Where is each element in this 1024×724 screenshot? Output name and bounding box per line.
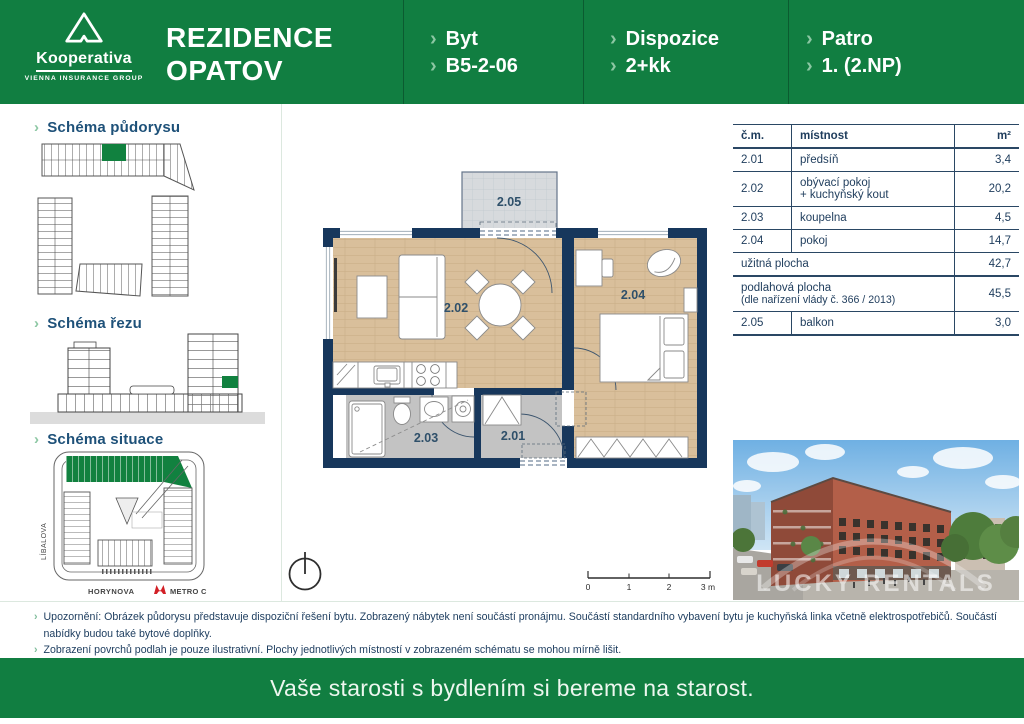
metro-label: METRO C [170, 587, 207, 596]
bedroom-wardrobe [576, 437, 688, 458]
layout-value: 2+kk [625, 55, 671, 77]
disclaimer-line2: Zobrazení povrchů podlah je pouze ilustrativní. Plochy jednotlivých místností v zobrazeném schématu se mohou mírně lišit. [43, 644, 622, 656]
watermark: LUCKY RENTALS [756, 570, 996, 597]
hall-wardrobe [483, 395, 521, 425]
chevron-icon: › [610, 28, 617, 50]
scale-tick-1: 1 [626, 582, 632, 592]
heading-floorplan-schema: › Schéma půdorysu [34, 119, 181, 136]
content-divider [0, 601, 1024, 602]
chevron-icon: › [806, 28, 813, 50]
table-row: 2.05 balkon 3,0 [733, 312, 1019, 336]
table-row: 2.01 předsíň 3,4 [733, 148, 1019, 172]
room-label-living: 2.02 [443, 301, 469, 315]
building-photo [733, 440, 1019, 600]
metro-icon [154, 585, 166, 594]
unit-label: Byt [445, 28, 478, 50]
field-floor [806, 26, 902, 80]
desk [576, 250, 602, 286]
chevron-icon: › [610, 55, 617, 77]
col-header-room: místnost [800, 130, 848, 142]
side-table [357, 276, 387, 318]
scale-bar [588, 571, 710, 578]
footer-bar [0, 658, 1024, 718]
chevron-icon: › [430, 55, 437, 77]
disclaimer [34, 609, 1014, 659]
chevron-icon: › [34, 315, 40, 332]
kooperativa-logo-icon [64, 11, 104, 44]
highlighted-unit [222, 376, 238, 388]
header-divider [403, 0, 404, 104]
chevron-icon: › [34, 644, 38, 656]
table-row: 2.02 obývací pokoj + kuchyňský kout 20,2 [733, 172, 1019, 207]
summary-row-usable-area: užitná plocha 42,7 [733, 253, 1019, 277]
building-section-schematic [30, 332, 265, 427]
site-plan-schematic [36, 448, 236, 598]
room-area-table [733, 124, 1019, 336]
title-line1: REZIDENCE [166, 22, 334, 53]
col-header-number: č.m. [733, 125, 792, 149]
highlighted-unit [102, 144, 126, 161]
room-label-balcony: 2.05 [496, 195, 522, 209]
street-label-horynova: HORYNOVA [88, 587, 135, 596]
page-title [166, 21, 333, 87]
sidebar-divider [281, 104, 282, 601]
chevron-icon: › [806, 55, 813, 77]
scale-tick-0: 0 [585, 582, 591, 592]
room-label-bedroom: 2.04 [620, 288, 646, 302]
toilet [394, 404, 411, 425]
table-header-row [733, 125, 1019, 149]
chevron-icon: › [34, 119, 40, 136]
scale-tick-2: 2 [666, 582, 672, 592]
heading-section-schema: › Schéma řezu [34, 315, 142, 332]
field-unit [430, 26, 518, 80]
header-divider [788, 0, 789, 104]
kitchen-counter [333, 362, 457, 388]
shaft [333, 395, 346, 458]
brand-subtitle: VIENNA INSURANCE GROUP [24, 75, 144, 82]
layout-label: Dispozice [625, 28, 720, 50]
room-label-hall: 2.01 [500, 429, 526, 443]
street-label-libalova: LÍBALOVA [41, 522, 48, 560]
header-divider [583, 0, 584, 104]
floor-label: Patro [821, 28, 873, 50]
header-bar [0, 0, 1024, 104]
footer-slogan: Vaše starosti s bydlením si bereme na starost. [270, 675, 754, 701]
toilet-tank [394, 397, 410, 403]
chevron-icon: › [34, 611, 38, 623]
north-compass-icon [290, 552, 321, 590]
sofa [399, 255, 445, 339]
summary-row-floor-area: podlahová plocha (dle nařízení vlády č. 366 / 2013) 45,5 [733, 276, 1019, 312]
col-header-area: m² [955, 125, 1020, 149]
heading-site-schema: › Schéma situace [34, 431, 164, 448]
floor-value: 1. (2.NP) [821, 55, 902, 77]
unit-value: B5-2-06 [445, 55, 518, 77]
tv [334, 258, 337, 312]
table-row: 2.04 pokoj 14,7 [733, 230, 1019, 253]
brand-name: Kooperativa [36, 50, 132, 72]
chevron-icon: › [430, 28, 437, 50]
brand-logo [24, 11, 144, 82]
table-row: 2.03 koupelna 4,5 [733, 207, 1019, 230]
apartment-floorplan-drawing [285, 110, 725, 600]
field-layout [610, 26, 719, 80]
title-line2: OPATOV [166, 55, 284, 86]
nightstand [684, 288, 697, 312]
bed [600, 314, 688, 382]
building-floorplan-schematic [30, 140, 265, 310]
scale-tick-3: 3 m [700, 582, 716, 592]
room-label-bathroom: 2.03 [413, 431, 439, 445]
disclaimer-line1: Upozornění: Obrázek půdorysu představuje dispoziční řešení bytu. Zobrazený nábytek není součástí pronájmu. Součástí standardního vybavení bytu je kuchyňská linka včetně elektrospotřebičů. Součástí nabídky budou také bytové doplňky. [43, 611, 997, 640]
chevron-icon: › [34, 431, 40, 448]
desk-chair [602, 259, 613, 277]
